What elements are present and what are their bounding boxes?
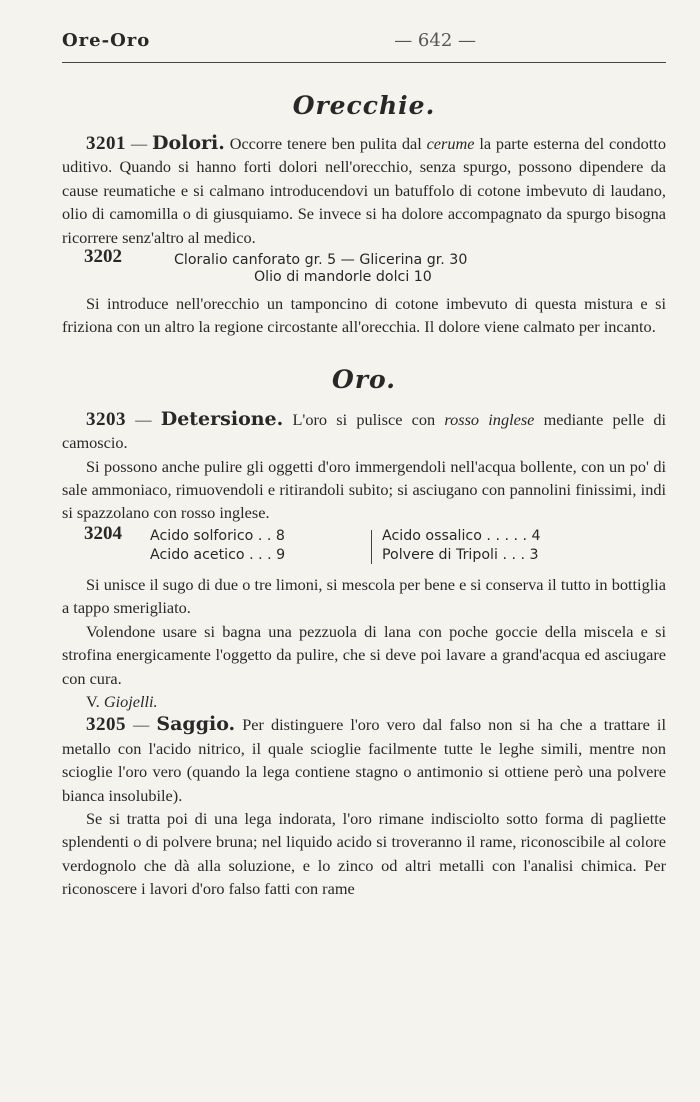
running-head <box>62 30 666 56</box>
entry-dash: — <box>133 715 150 735</box>
formula-line: Cloralio canforato gr. 5 — Glicerina gr. 30 <box>174 252 468 269</box>
cross-reference <box>62 690 666 713</box>
entry-title: Detersione. <box>160 407 284 430</box>
paragraph: Se si tratta poi di una lega indorata, l'oro rimane indisciolto sotto forma di pagliette splendenti o di polvere bruna; nel liquido acido si troveranno il rame, riconoscibile al colore verdognolo che dà alla soluzione, e lo zinco od altri metalli con l'analisi chimica. Per riconoscere i lavori d'oro falso fatti con rame <box>62 808 666 899</box>
formula-line: Polvere di Tripoli . . . 3 <box>382 546 539 563</box>
formula-line: Acido ossalico . . . . . 4 <box>382 527 541 544</box>
formula-line: Acido acetico . . . 9 <box>150 546 286 563</box>
entry-number: 3202 <box>84 246 122 268</box>
entry-number: 3201 <box>86 133 126 154</box>
entry-dash: — <box>130 134 148 153</box>
entry-number: 3204 <box>84 522 122 544</box>
entry-3203 <box>62 408 666 455</box>
formula-3204 <box>62 522 666 567</box>
entry-dash: — <box>135 409 152 429</box>
formula-right-column <box>382 528 541 566</box>
entry-italic: rosso inglese <box>444 409 535 429</box>
entry-3201 <box>62 132 666 249</box>
paragraph: Si possono anche pulire gli oggetti d'oro immergendoli nell'acqua bollente, con un po' di sale ammoniaco, rimuovendoli e ritirandoli subito; si asciugano con pannolini finissimi, indi si spazzolano con rosso inglese. <box>62 456 666 523</box>
entry-text: Per distinguere l'oro vero dal falso non si ha che a trattare il metallo con l'acido nitrico, il quale scioglie facilmente tutte le leghe simili, mentre non scioglie l'oro vero (quando la lega contiene stagno o antimonio si ottiene però una polvere bianca insolubile). <box>62 715 666 805</box>
entry-italic: cerume <box>426 134 475 153</box>
entry-text: Occorre tenere ben pulita dal <box>229 134 422 153</box>
page-number: — 642 — <box>394 30 476 51</box>
page <box>62 30 666 901</box>
section-title-orecchie: Orecchie. <box>292 91 436 120</box>
entry-text: la parte esterna del condotto uditivo. Quando si hanno forti dolori nell'orecchio, senza spurgo, possono dipendere da cause reumatiche e si calmano introducendovi un batuffolo di cotone imbevuto di laudano, olio di camomilla o di giusquiamo. Se invece si ha dolore accompagnato da spurgo bisogna ricorrere senz'altro al medico. <box>62 134 666 247</box>
paragraph: Si introduce nell'orecchio un tamponcino di cotone imbevuto di questa mistura e si friziona con un altro la regione circostante all'orecchia. Il dolore viene calmato per incanto. <box>62 294 666 337</box>
formula-3202 <box>62 246 666 286</box>
entry-3205 <box>62 713 666 807</box>
see-target: Giojelli. <box>103 691 158 711</box>
see-prefix: V. <box>86 691 100 711</box>
formula-line: Acido solforico . . 8 <box>150 527 285 544</box>
paragraph: Si unisce il sugo di due o tre limoni, si mescola per bene e si conserva il tutto in bottiglia a tappo smerigliato. <box>62 574 666 618</box>
header-rule <box>62 62 666 63</box>
entry-text: L'oro si pulisce con <box>292 409 436 429</box>
entry-number: 3205 <box>86 714 126 736</box>
section-title-oro: Oro. <box>332 364 396 394</box>
column-divider <box>371 530 372 564</box>
entry-number: 3203 <box>86 408 126 430</box>
formula-line: Olio di mandorle dolci 10 <box>254 269 432 286</box>
entry-title: Dolori. <box>151 132 225 154</box>
entry-title: Saggio. <box>156 713 236 736</box>
paragraph: Volendone usare si bagna una pezzuola di lana con poche goccie della miscela e si strofina energicamente l'oggetto da pulire, che si deve poi lavare a grand'acqua ed asciugare con cura. <box>62 621 666 688</box>
formula-left-column <box>150 528 285 566</box>
running-head-title: Ore-Oro <box>62 30 151 51</box>
entry-text: mediante pelle di camoscio. <box>62 409 667 453</box>
